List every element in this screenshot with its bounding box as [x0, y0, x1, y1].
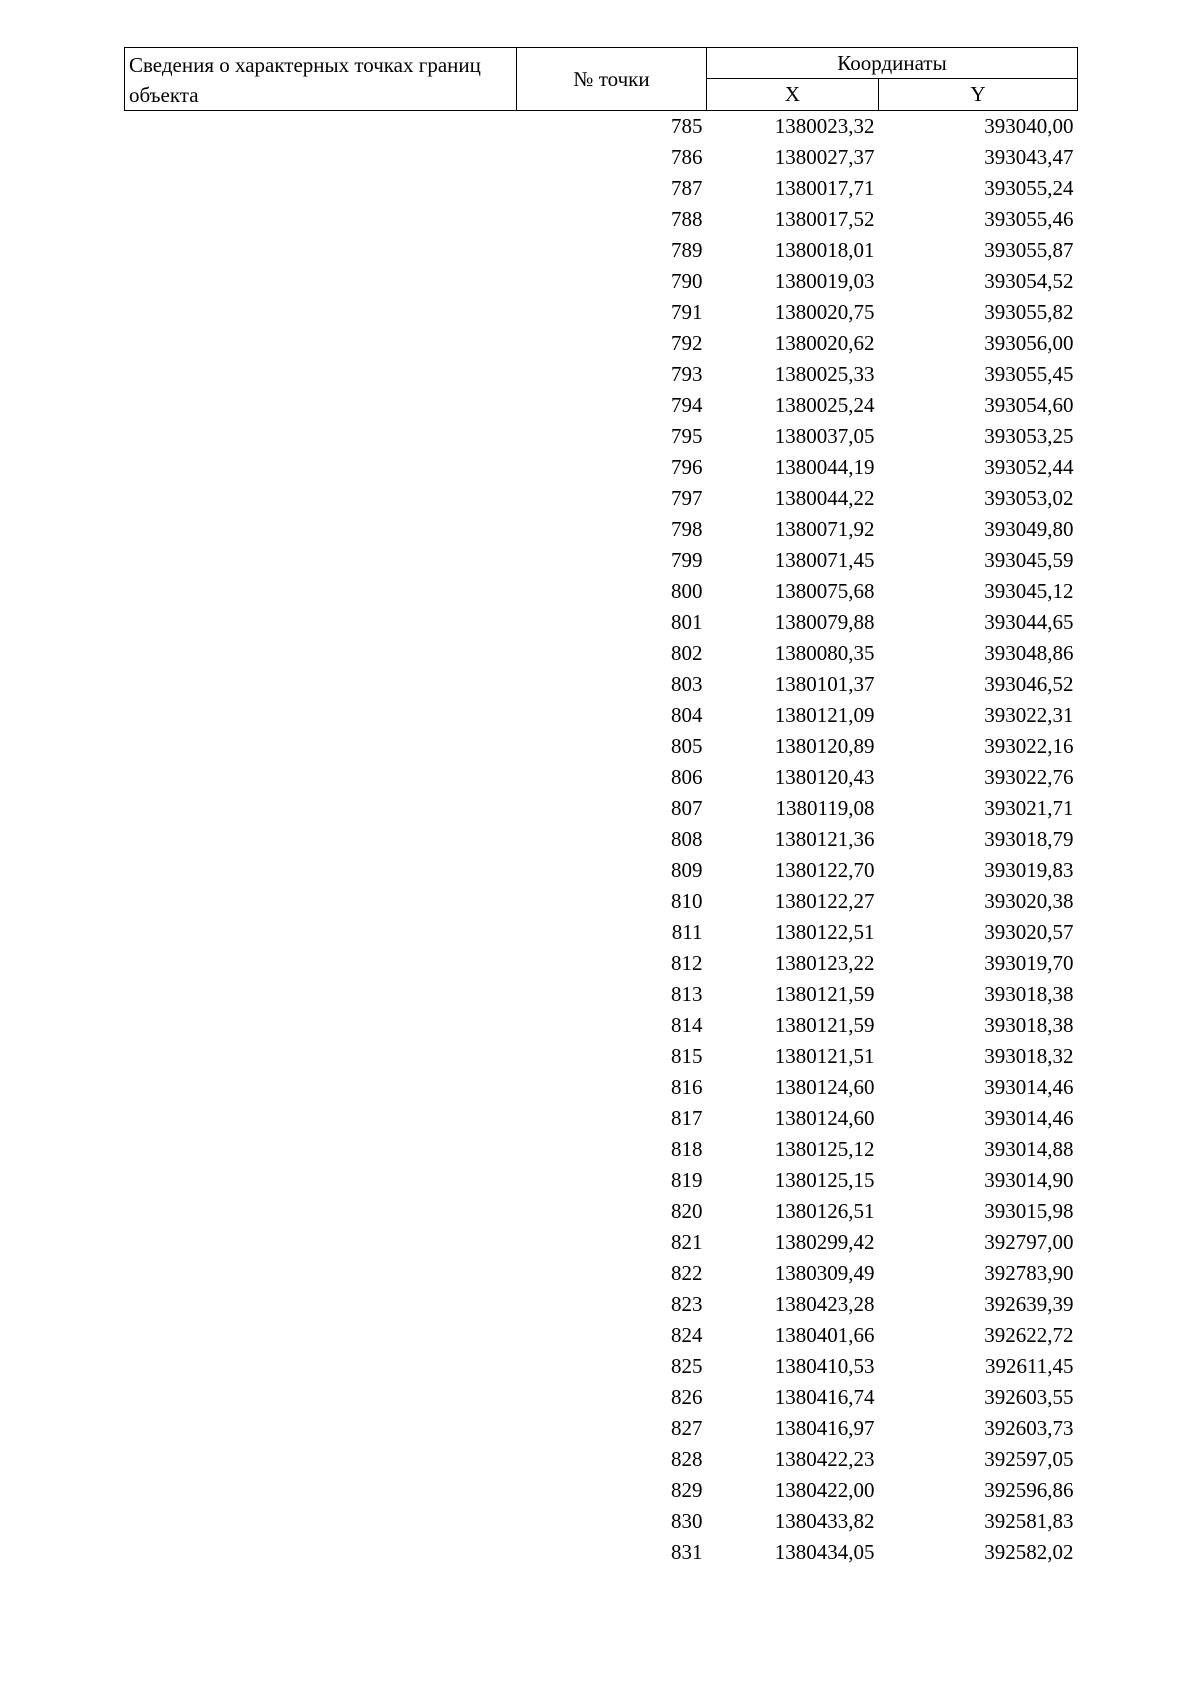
y-coordinate-cell: 393054,52	[984, 269, 1074, 293]
x-coordinate-cell: 1380125,12	[774, 1137, 875, 1161]
x-coordinate-cell: 1380080,35	[774, 641, 875, 665]
table-body	[125, 111, 1078, 1569]
y-coordinate-cell: 393022,76	[984, 765, 1074, 789]
point-number-cell: 828	[671, 1447, 703, 1471]
description-cell	[125, 762, 517, 793]
x-coordinate-cell: 1380121,59	[774, 982, 875, 1006]
x-coordinate-cell: 1380025,33	[774, 362, 875, 386]
y-coordinate-cell: 393043,47	[984, 145, 1074, 169]
table-row	[125, 1041, 1078, 1072]
y-coordinate-cell: 393045,59	[984, 548, 1074, 572]
description-cell	[125, 824, 517, 855]
description-cell	[125, 297, 517, 328]
table-row	[125, 390, 1078, 421]
table-row	[125, 421, 1078, 452]
description-cell	[125, 111, 517, 143]
y-coordinate-cell: 392597,05	[984, 1447, 1074, 1471]
point-number-cell: 793	[671, 362, 703, 386]
table-row	[125, 204, 1078, 235]
y-coordinate-cell: 393048,86	[984, 641, 1074, 665]
point-number-cell: 812	[671, 951, 703, 975]
y-coordinate-cell: 393044,65	[984, 610, 1074, 634]
description-cell	[125, 421, 517, 452]
description-cell	[125, 979, 517, 1010]
table-row	[125, 917, 1078, 948]
description-cell	[125, 1227, 517, 1258]
description-cell	[125, 173, 517, 204]
table-row	[125, 1103, 1078, 1134]
y-coordinate-cell: 393056,00	[984, 331, 1074, 355]
point-number-cell: 804	[671, 703, 703, 727]
description-cell	[125, 204, 517, 235]
point-number-cell: 817	[671, 1106, 703, 1130]
x-coordinate-cell: 1380416,74	[774, 1385, 875, 1409]
y-coordinate-cell: 392603,55	[984, 1385, 1074, 1409]
table-row	[125, 793, 1078, 824]
table-row	[125, 1506, 1078, 1537]
point-number-header: № точки	[517, 48, 707, 111]
description-cell	[125, 700, 517, 731]
description-cell	[125, 793, 517, 824]
table-row	[125, 1072, 1078, 1103]
point-number-cell: 794	[671, 393, 703, 417]
table-row	[125, 731, 1078, 762]
x-coordinate-cell: 1380126,51	[774, 1199, 875, 1223]
x-coordinate-cell: 1380122,51	[774, 920, 875, 944]
point-number-cell: 798	[671, 517, 703, 541]
x-coordinate-cell: 1380079,88	[774, 610, 875, 634]
x-coordinate-cell: 1380124,60	[774, 1106, 875, 1130]
point-number-cell: 807	[671, 796, 703, 820]
description-cell	[125, 390, 517, 421]
description-cell	[125, 855, 517, 886]
description-cell	[125, 514, 517, 545]
point-number-cell: 795	[671, 424, 703, 448]
point-number-cell: 826	[671, 1385, 703, 1409]
table-row	[125, 855, 1078, 886]
description-cell	[125, 638, 517, 669]
y-coordinate-cell: 393018,38	[984, 982, 1074, 1006]
x-coordinate-cell: 1380121,09	[774, 703, 875, 727]
y-coordinate-cell: 393053,25	[984, 424, 1074, 448]
y-coordinate-cell: 393052,44	[984, 455, 1074, 479]
point-number-cell: 830	[671, 1509, 703, 1533]
point-number-cell: 819	[671, 1168, 703, 1192]
y-coordinate-cell: 393020,38	[984, 889, 1074, 913]
y-coordinate-cell: 392582,02	[984, 1540, 1074, 1564]
table-row	[125, 297, 1078, 328]
point-number-cell: 788	[671, 207, 703, 231]
point-number-cell: 810	[671, 889, 703, 913]
point-number-cell: 792	[671, 331, 703, 355]
x-coordinate-cell: 1380023,32	[774, 114, 875, 138]
x-coordinate-cell: 1380020,75	[774, 300, 875, 324]
point-number-cell: 818	[671, 1137, 703, 1161]
description-cell	[125, 669, 517, 700]
y-coordinate-cell: 393021,71	[984, 796, 1074, 820]
y-coordinate-cell: 393055,45	[984, 362, 1074, 386]
table-row	[125, 235, 1078, 266]
table-row	[125, 359, 1078, 390]
description-cell	[125, 1258, 517, 1289]
table-row	[125, 514, 1078, 545]
y-coordinate-cell: 392639,39	[984, 1292, 1074, 1316]
table-row	[125, 1413, 1078, 1444]
point-number-cell: 799	[671, 548, 703, 572]
point-number-cell: 825	[671, 1354, 703, 1378]
description-cell	[125, 1196, 517, 1227]
table-row	[125, 1165, 1078, 1196]
x-coordinate-header: X	[707, 78, 879, 110]
y-coordinate-cell: 393045,12	[984, 579, 1074, 603]
y-coordinate-cell: 392596,86	[984, 1478, 1074, 1502]
y-coordinate-cell: 393053,02	[984, 486, 1074, 510]
y-coordinate-cell: 393049,80	[984, 517, 1074, 541]
table-header	[125, 48, 1078, 111]
table-row	[125, 700, 1078, 731]
table-row	[125, 111, 1078, 143]
table-row	[125, 1382, 1078, 1413]
description-cell	[125, 948, 517, 979]
description-cell	[125, 359, 517, 390]
x-coordinate-cell: 1380401,66	[774, 1323, 875, 1347]
point-number-cell: 809	[671, 858, 703, 882]
description-cell	[125, 1320, 517, 1351]
description-cell	[125, 1413, 517, 1444]
point-number-cell: 816	[671, 1075, 703, 1099]
table-row	[125, 328, 1078, 359]
y-coordinate-header: Y	[879, 78, 1078, 110]
point-number-cell: 821	[671, 1230, 703, 1254]
y-coordinate-cell: 393022,16	[984, 734, 1074, 758]
table-row	[125, 1351, 1078, 1382]
point-number-cell: 790	[671, 269, 703, 293]
point-number-cell: 808	[671, 827, 703, 851]
y-coordinate-cell: 393015,98	[984, 1199, 1074, 1223]
coordinates-header: Координаты	[707, 48, 1078, 79]
description-cell	[125, 1072, 517, 1103]
point-number-cell: 785	[671, 114, 703, 138]
description-cell	[125, 1103, 517, 1134]
description-cell	[125, 142, 517, 173]
table-row	[125, 1010, 1078, 1041]
y-coordinate-cell: 393055,82	[984, 300, 1074, 324]
description-cell	[125, 545, 517, 576]
table-row	[125, 1537, 1078, 1568]
table-row	[125, 607, 1078, 638]
x-coordinate-cell: 1380017,52	[774, 207, 875, 231]
y-coordinate-cell: 393055,46	[984, 207, 1074, 231]
y-coordinate-cell: 393018,79	[984, 827, 1074, 851]
y-coordinate-cell: 392611,45	[985, 1354, 1074, 1378]
point-number-cell: 802	[671, 641, 703, 665]
table-row	[125, 142, 1078, 173]
x-coordinate-cell: 1380299,42	[774, 1230, 875, 1254]
x-coordinate-cell: 1380044,19	[774, 455, 875, 479]
x-coordinate-cell: 1380037,05	[774, 424, 875, 448]
y-coordinate-cell: 392797,00	[984, 1230, 1074, 1254]
y-coordinate-cell: 393014,88	[984, 1137, 1074, 1161]
y-coordinate-cell: 392603,73	[984, 1416, 1074, 1440]
x-coordinate-cell: 1380410,53	[774, 1354, 875, 1378]
y-coordinate-cell: 392622,72	[984, 1323, 1074, 1347]
x-coordinate-cell: 1380434,05	[774, 1540, 875, 1564]
point-number-cell: 800	[671, 579, 703, 603]
table-row	[125, 669, 1078, 700]
x-coordinate-cell: 1380121,36	[774, 827, 875, 851]
table-row	[125, 824, 1078, 855]
x-coordinate-cell: 1380020,62	[774, 331, 875, 355]
y-coordinate-cell: 393019,83	[984, 858, 1074, 882]
description-cell	[125, 1537, 517, 1568]
point-number-cell: 814	[671, 1013, 703, 1037]
description-cell	[125, 1351, 517, 1382]
x-coordinate-cell: 1380123,22	[774, 951, 875, 975]
table-row	[125, 1258, 1078, 1289]
description-cell	[125, 266, 517, 297]
table-row	[125, 638, 1078, 669]
table-row	[125, 266, 1078, 297]
x-coordinate-cell: 1380017,71	[774, 176, 875, 200]
point-number-cell: 820	[671, 1199, 703, 1223]
y-coordinate-cell: 392581,83	[984, 1509, 1074, 1533]
description-cell	[125, 1444, 517, 1475]
table-row	[125, 762, 1078, 793]
point-number-cell: 823	[671, 1292, 703, 1316]
table-row	[125, 979, 1078, 1010]
point-number-cell: 811	[671, 920, 703, 944]
table-row	[125, 452, 1078, 483]
x-coordinate-cell: 1380124,60	[774, 1075, 875, 1099]
y-coordinate-cell: 393018,38	[984, 1013, 1074, 1037]
y-coordinate-cell: 393014,46	[984, 1075, 1074, 1099]
point-number-cell: 824	[671, 1323, 703, 1347]
table-row	[125, 576, 1078, 607]
x-coordinate-cell: 1380071,92	[774, 517, 875, 541]
x-coordinate-cell: 1380119,08	[775, 796, 875, 820]
point-number-cell: 801	[671, 610, 703, 634]
x-coordinate-cell: 1380071,45	[774, 548, 875, 572]
point-number-cell: 831	[671, 1540, 703, 1564]
table-row	[125, 483, 1078, 514]
point-number-cell: 805	[671, 734, 703, 758]
y-coordinate-cell: 393054,60	[984, 393, 1074, 417]
x-coordinate-cell: 1380433,82	[774, 1509, 875, 1533]
y-coordinate-cell: 393055,24	[984, 176, 1074, 200]
description-cell	[125, 607, 517, 638]
description-cell	[125, 731, 517, 762]
x-coordinate-cell: 1380120,89	[774, 734, 875, 758]
description-cell	[125, 886, 517, 917]
description-cell	[125, 1134, 517, 1165]
table-row	[125, 1196, 1078, 1227]
table-row	[125, 948, 1078, 979]
y-coordinate-cell: 393020,57	[984, 920, 1074, 944]
description-cell	[125, 917, 517, 948]
y-coordinate-cell: 393018,32	[984, 1044, 1074, 1068]
x-coordinate-cell: 1380309,49	[774, 1261, 875, 1285]
x-coordinate-cell: 1380019,03	[774, 269, 875, 293]
table-row	[125, 173, 1078, 204]
table-row	[125, 545, 1078, 576]
x-coordinate-cell: 1380122,27	[774, 889, 875, 913]
y-coordinate-cell: 392783,90	[984, 1261, 1074, 1285]
y-coordinate-cell: 393022,31	[984, 703, 1074, 727]
x-coordinate-cell: 1380122,70	[774, 858, 875, 882]
y-coordinate-cell: 393014,90	[984, 1168, 1074, 1192]
y-coordinate-cell: 393055,87	[984, 238, 1074, 262]
table-row	[125, 1475, 1078, 1506]
y-coordinate-cell: 393014,46	[984, 1106, 1074, 1130]
point-number-cell: 789	[671, 238, 703, 262]
y-coordinate-cell: 393040,00	[984, 114, 1074, 138]
description-cell	[125, 1382, 517, 1413]
table-row	[125, 1289, 1078, 1320]
table-row	[125, 886, 1078, 917]
point-number-cell: 813	[671, 982, 703, 1006]
x-coordinate-cell: 1380120,43	[774, 765, 875, 789]
point-number-cell: 815	[671, 1044, 703, 1068]
point-number-cell: 803	[671, 672, 703, 696]
description-cell	[125, 1289, 517, 1320]
x-coordinate-cell: 1380423,28	[774, 1292, 875, 1316]
point-number-cell: 786	[671, 145, 703, 169]
x-coordinate-cell: 1380044,22	[774, 486, 875, 510]
table-row	[125, 1134, 1078, 1165]
point-number-cell: 791	[671, 300, 703, 324]
y-coordinate-cell: 393046,52	[984, 672, 1074, 696]
description-cell	[125, 1475, 517, 1506]
x-coordinate-cell: 1380025,24	[774, 393, 875, 417]
description-cell	[125, 576, 517, 607]
x-coordinate-cell: 1380121,51	[774, 1044, 875, 1068]
x-coordinate-cell: 1380125,15	[774, 1168, 875, 1192]
x-coordinate-cell: 1380027,37	[774, 145, 875, 169]
description-cell	[125, 452, 517, 483]
y-coordinate-cell: 393019,70	[984, 951, 1074, 975]
point-number-cell: 827	[671, 1416, 703, 1440]
description-cell	[125, 235, 517, 266]
x-coordinate-cell: 1380422,23	[774, 1447, 875, 1471]
description-cell	[125, 1041, 517, 1072]
point-number-cell: 796	[671, 455, 703, 479]
point-number-cell: 797	[671, 486, 703, 510]
description-cell	[125, 1506, 517, 1537]
point-number-cell: 806	[671, 765, 703, 789]
description-cell	[125, 483, 517, 514]
table-row	[125, 1227, 1078, 1258]
coordinates-table	[124, 47, 1078, 1568]
point-number-cell: 822	[671, 1261, 703, 1285]
boundary-points-description-header: Сведения о характерных точках границ объекта	[125, 48, 517, 111]
x-coordinate-cell: 1380018,01	[774, 238, 875, 262]
description-cell	[125, 328, 517, 359]
description-cell	[125, 1165, 517, 1196]
x-coordinate-cell: 1380075,68	[774, 579, 875, 603]
point-number-cell: 787	[671, 176, 703, 200]
table-row	[125, 1320, 1078, 1351]
table-row	[125, 1444, 1078, 1475]
x-coordinate-cell: 1380101,37	[774, 672, 875, 696]
x-coordinate-cell: 1380416,97	[774, 1416, 875, 1440]
point-number-cell: 829	[671, 1478, 703, 1502]
x-coordinate-cell: 1380422,00	[774, 1478, 875, 1502]
x-coordinate-cell: 1380121,59	[774, 1013, 875, 1037]
description-cell	[125, 1010, 517, 1041]
